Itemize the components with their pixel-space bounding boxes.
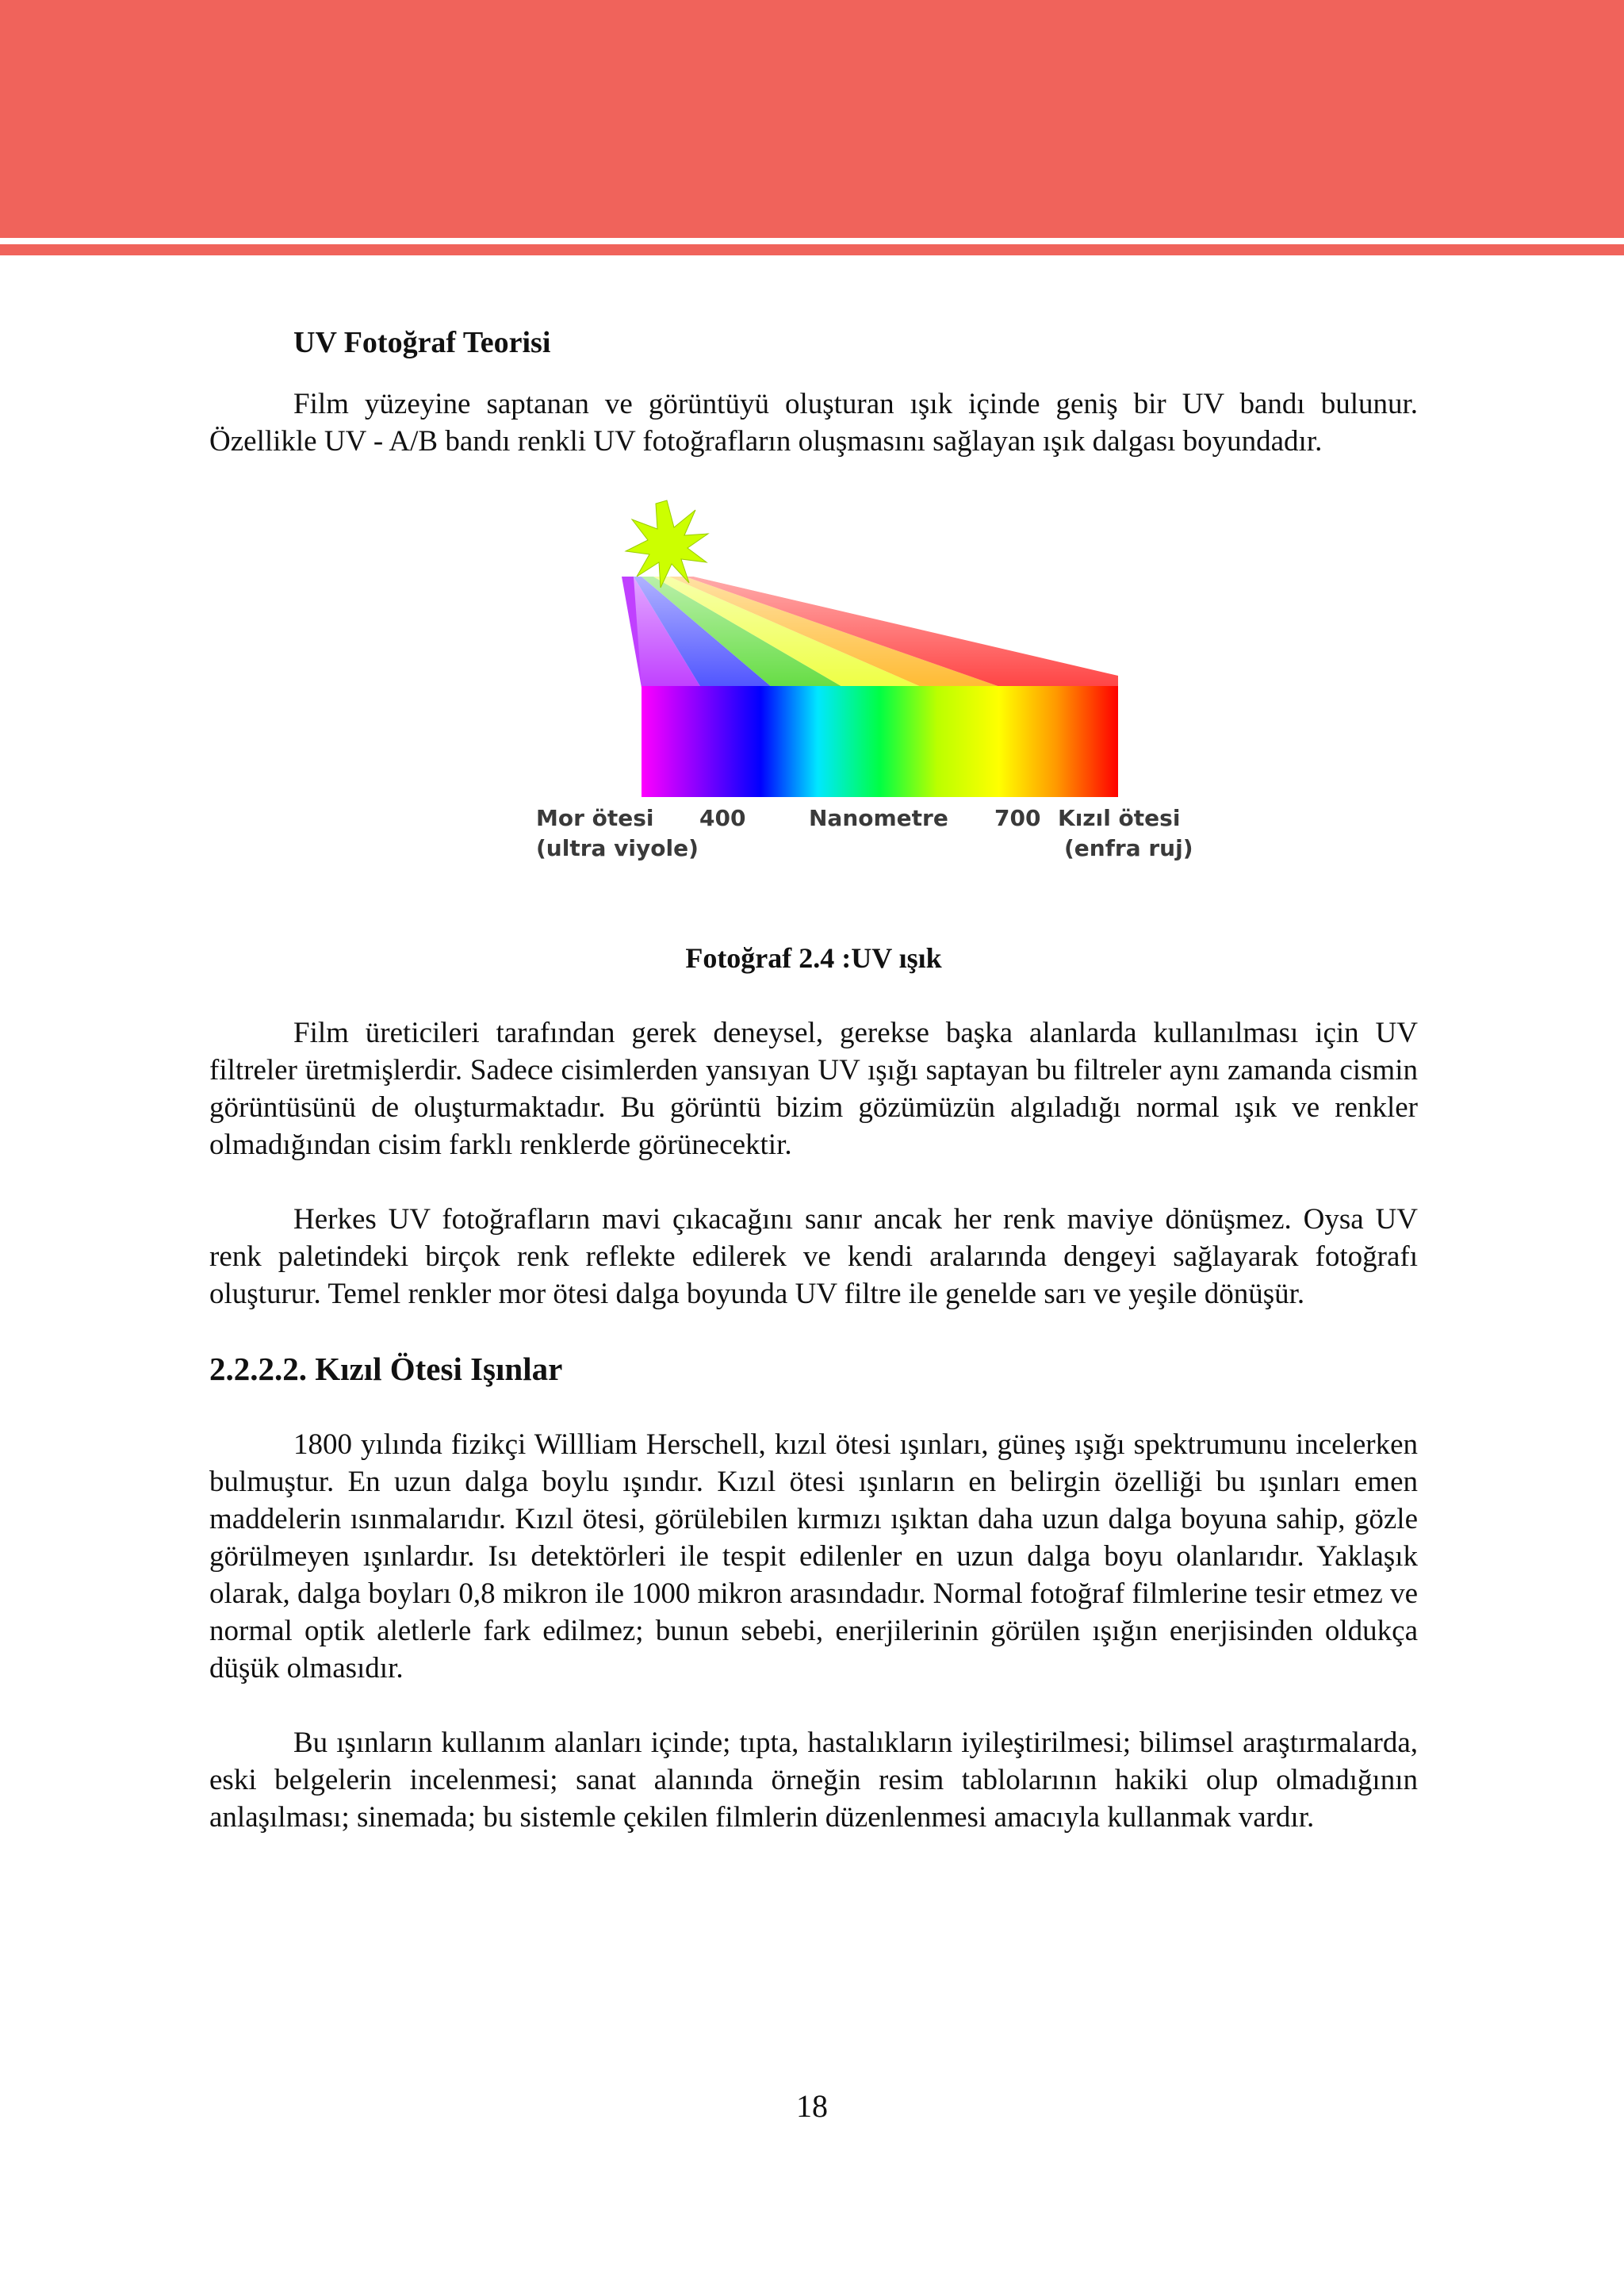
- page-number: 18: [796, 2088, 828, 2124]
- paragraph-3: Herkes UV fotoğrafların mavi çıkacağını sanır ancak her renk maviye dönüşmez. Oysa UV renk paletindeki birçok renk reflekte edilerek ve kendi aralarında dengeyi sağlayarak fotoğrafı oluşturur. Temel renkler mor ötesi dalga boyunda UV filtre ile genelde sarı ve yeşile dönüşür.: [209, 1203, 1418, 1310]
- paragraph-2: Film üreticileri tarafından gerek deneysel, gerekse başka alanlarda kullanılması için UV filtreler üretmişlerdir. Sadece cisimlerden yansıyan UV ışığı saptayan bu filtreler aynı zamanda cismin görüntüsünü de oluşturmaktadır. Bu görüntü bizim gözümüzün algıladığı normal ışık ve renkler olmadığından cisim farklı renklerde görünecektir.: [209, 1017, 1418, 1161]
- paragraph-1: Film yüzeyine saptanan ve görüntüyü oluşturan ışık içinde geniş bir UV bandı bulunur. Özellikle UV - A/B bandı renkli UV fotoğrafların oluşmasını sağlayan ışık dalgası boyundadır.: [209, 388, 1418, 458]
- label-ir-line2: (enfra ruj): [1064, 835, 1193, 861]
- spectrum-illustration: [209, 497, 1418, 941]
- paragraph-4: 1800 yılında fizikçi Willliam Herschell, kızıl ötesi ışınları, güneş ışığı spektrumunu incelerken bulmuştur. En uzun dalga boylu ışındır. Kızıl ötesi ışınların en belirgin özelliği bu ışınları emen maddelerin ısınmalarıdır. Kızıl ötesi, görülebilen kırmızı ışıktan daha uzun dalga boyuna sahip, gözle görülmeyen ışınlardır. Isı detektörleri ile tespit edilenler en uzun dalga boyu olanlarıdır. Yaklaşık olarak, dalga boyları 0,8 mikron ile 1000 mikron arasındadır. Normal fotoğraf filmlerine tesir etmez ve normal optik aletlerle fark edilmez; bunun sebebi, enerjilerinin görülen ışığın enerjisinden oldukça düşük olmasıdır.: [209, 1428, 1418, 1685]
- sun-icon: [626, 500, 708, 588]
- heading-infrared: 2.2.2.2. Kızıl Ötesi Işınlar: [209, 1351, 563, 1387]
- paragraph-5: Bu ışınların kullanım alanları içinde; tıpta, hastalıkların iyileştirilmesi; bilimsel araştırmalarda, eski belgelerin incelenmesi; sanat alanında örneğin resim tablolarının hakiki olup olmadığının anlaşılması; sinemada; bu sistemle çekilen filmlerin düzenlenmesi amacıyla kullanmak vardır.: [209, 1727, 1418, 1834]
- beam-highlight: [634, 577, 1118, 688]
- label-uv-line1: Mor ötesi: [536, 805, 654, 831]
- label-uv-line2: (ultra viyole): [536, 835, 699, 861]
- label-ir-line1: Kızıl ötesi: [1058, 805, 1181, 831]
- header-band: [0, 0, 1624, 238]
- page-content: [209, 325, 1418, 1873]
- uv-spectrum-figure: [209, 497, 1418, 941]
- header-line: [0, 244, 1624, 255]
- section-title: UV Fotoğraf Teorisi: [293, 326, 551, 359]
- label-700: 700: [994, 805, 1041, 831]
- label-nanometre: Nanometre: [809, 805, 948, 831]
- label-400: 400: [699, 805, 746, 831]
- figure-caption: Fotoğraf 2.4 :UV ışık: [685, 942, 942, 974]
